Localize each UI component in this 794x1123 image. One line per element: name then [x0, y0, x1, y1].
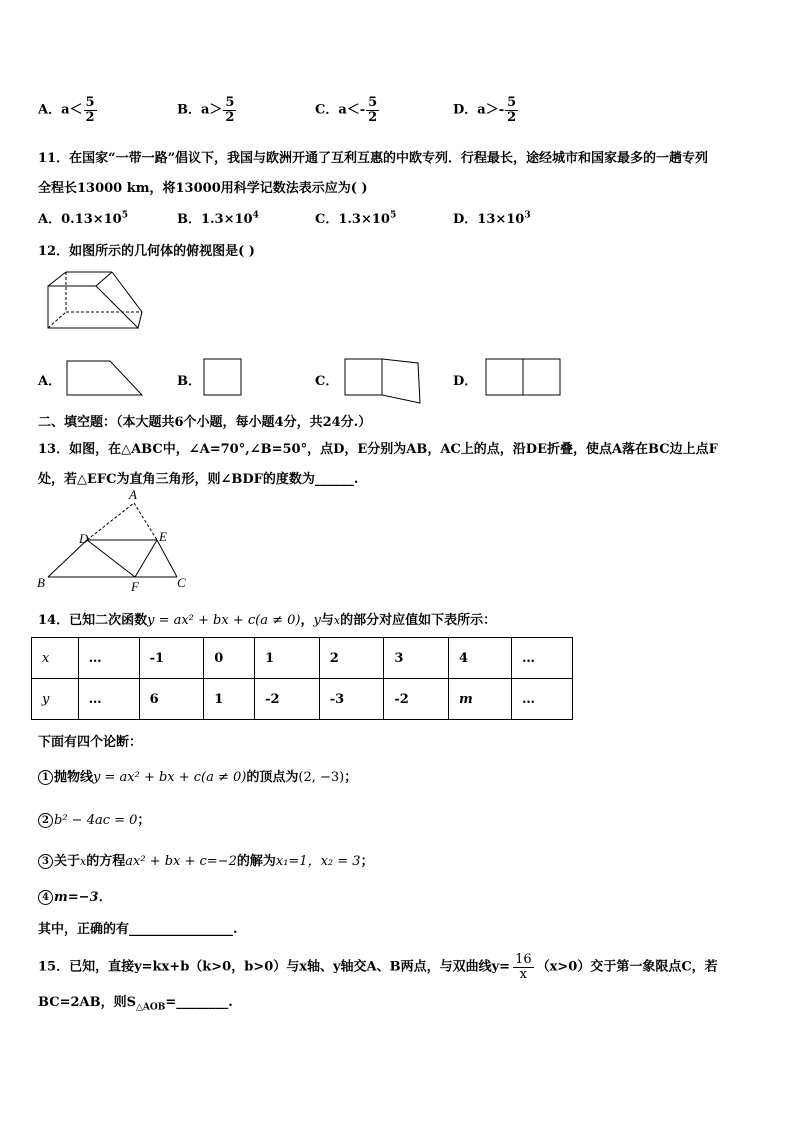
point-label-f: F	[131, 579, 139, 594]
point-label-c: C	[177, 575, 186, 590]
option-text: D．13×10	[453, 212, 525, 227]
q10-option-b	[177, 96, 236, 124]
statement-text: 关于	[54, 854, 81, 869]
table-cell: …	[511, 638, 572, 679]
q10-option-b-label: B．a＞	[177, 102, 223, 118]
math-expression: y = ax² + bx + c(a ≠ 0)	[93, 770, 247, 785]
math-expression: b² − 4ac = 0	[54, 813, 138, 828]
square-shape	[204, 359, 241, 395]
math-expression: x₁=1，	[275, 854, 321, 869]
figure-edge	[96, 272, 112, 286]
q12-option-a-label: A．	[38, 374, 62, 389]
statement-text: 的顶点为	[246, 770, 299, 785]
numerator: 16	[515, 952, 532, 967]
q12-solid-figure	[46, 268, 146, 340]
q15-line1	[38, 953, 718, 981]
point-label-b: B	[37, 575, 45, 590]
q14-statement-3	[38, 850, 374, 869]
circled-number: 1	[38, 770, 53, 785]
q14-statement-1	[38, 766, 357, 785]
math-expression: m=−3．	[54, 890, 112, 905]
statement-text: 的方程	[86, 854, 126, 869]
table-cell: -2	[384, 679, 449, 720]
statement-text: ；	[344, 770, 358, 785]
math-variable: x	[333, 614, 341, 627]
math-variable: y	[313, 613, 321, 628]
math-expression: x₂ = 3	[320, 854, 361, 869]
q13-triangle-figure	[34, 488, 194, 592]
circled-number: 2	[38, 813, 53, 828]
q15-line2	[38, 991, 233, 1013]
figure-hidden-edge	[48, 312, 66, 328]
fraction	[84, 96, 97, 124]
option-text: C．1.3×10	[315, 212, 390, 227]
exponent: 5	[121, 210, 128, 221]
circled-number: 3	[38, 854, 53, 869]
denominator: 2	[507, 109, 517, 125]
exponent: 3	[524, 210, 531, 221]
table-cell: 1	[255, 638, 320, 679]
segment-ae-dashed	[134, 503, 157, 540]
q12-option-c-label: C．	[315, 374, 339, 389]
exponent: 5	[389, 210, 397, 221]
q12-option-a-figure	[66, 359, 146, 399]
q12-option-b-figure	[203, 358, 243, 398]
q14-statement-2	[38, 809, 150, 828]
exponent: 4	[252, 210, 259, 221]
stem-text: 与	[320, 613, 334, 628]
figure-front-face	[48, 286, 138, 328]
stem-text: =________.	[165, 995, 233, 1010]
q10-option-a-label: A．a＜	[38, 102, 83, 118]
q13-line2: 处，若△EFC为直角三角形，则∠BDF的度数为______.	[38, 472, 359, 487]
q14-intro: 下面有四个论断：	[38, 735, 143, 750]
point-label-d: D	[79, 531, 89, 546]
q11-line1: 11．在国家“一带一路”倡议下，我国与欧洲开通了互利互惠的中欧专列．行程最长，途经城市和国家最多的一趟专列	[38, 151, 709, 166]
table-cell: …	[78, 638, 139, 679]
q10-option-a	[38, 96, 97, 124]
segment-da-dashed	[87, 503, 134, 540]
statement-text: ；	[360, 854, 374, 869]
statement-text: 抛物线	[54, 770, 94, 785]
stem-text: BC=2AB，则S	[38, 995, 136, 1010]
numerator: 5	[368, 95, 378, 110]
table-cell: -3	[319, 679, 384, 720]
fraction	[223, 96, 236, 124]
q12-option-d-label: D．	[453, 374, 478, 389]
table-cell: 2	[319, 638, 384, 679]
figure-edge	[138, 312, 142, 328]
circled-number: 4	[38, 890, 53, 905]
math-expression: (2, −3)	[298, 770, 345, 785]
figure-edge	[48, 272, 66, 286]
q14-value-table	[31, 637, 573, 720]
segment-ec	[157, 540, 177, 577]
q12-option-b-label: B．	[177, 374, 201, 389]
q11-option-d	[453, 208, 531, 227]
table-cell: y	[32, 679, 79, 720]
trapezoid-shape	[67, 361, 142, 395]
table-cell: …	[511, 679, 572, 720]
q12-stem: 12．如图所示的几何体的俯视图是( )	[38, 244, 255, 259]
q14-answer-line: 其中，正确的有________________.	[38, 922, 238, 937]
section-heading: 二、填空题：（本大题共6个小题，每小题4分，共24分.）	[38, 415, 372, 430]
table-cell: x	[32, 638, 79, 679]
option-text: A．0.13×10	[38, 212, 122, 227]
numerator: 5	[507, 95, 517, 110]
segment-ef	[135, 540, 157, 577]
math-variable: x	[80, 855, 87, 868]
math-expression: ax² + bx + c=−2	[125, 854, 237, 869]
q11-option-c	[315, 208, 396, 227]
q10-option-d-label: D．a＞-	[453, 102, 505, 118]
q14-stem	[38, 609, 496, 628]
square-shape	[486, 359, 523, 395]
denominator: x	[519, 966, 528, 982]
fraction	[513, 953, 534, 981]
statement-text: 的解为	[236, 854, 276, 869]
table-cell: 6	[139, 679, 204, 720]
fraction	[505, 96, 518, 124]
denominator: 2	[225, 109, 235, 125]
statement-text: ；	[137, 813, 151, 828]
table-cell: …	[78, 679, 139, 720]
table-row	[32, 638, 573, 679]
q11-option-b	[177, 208, 259, 227]
table-row	[32, 679, 573, 720]
numerator: 5	[225, 95, 235, 110]
table-cell: 3	[384, 638, 449, 679]
numerator: 5	[85, 95, 95, 110]
table-cell: m	[449, 679, 512, 720]
q10-option-c	[315, 96, 379, 124]
q10-option-c-label: C．a＜-	[315, 102, 366, 118]
q13-line1: 13．如图，在△ABC中，∠A=70°,∠B=50°，点D，E分别为AB，AC上的点，沿DE折叠，使点A落在BC边上点F	[38, 442, 718, 457]
subscript: △AOB	[135, 1002, 166, 1013]
stem-text: （x>0）交于第一象限点C，若	[536, 959, 718, 975]
stem-text: 的部分对应值如下表所示：	[340, 613, 497, 628]
math-expression: y = ax² + bx + c(a ≠ 0)	[147, 613, 301, 628]
table-cell: 0	[204, 638, 255, 679]
q10-option-d	[453, 96, 518, 124]
point-label-a: A	[129, 487, 137, 502]
table-cell: -1	[139, 638, 204, 679]
stem-text: ，	[300, 613, 314, 628]
point-label-e: E	[159, 529, 167, 544]
denominator: 2	[368, 109, 378, 125]
skewed-square-shape	[382, 359, 420, 403]
segment-df	[87, 540, 135, 577]
fraction	[366, 96, 379, 124]
q11-option-a	[38, 208, 128, 227]
option-text: B．1.3×10	[177, 212, 253, 227]
square-shape	[523, 359, 560, 395]
denominator: 2	[85, 109, 95, 125]
table-cell: 1	[204, 679, 255, 720]
stem-text: 14．已知二次函数	[38, 613, 148, 628]
q12-option-d-figure	[485, 358, 565, 398]
stem-text: 15．已知，直接y=kx+b（k>0，b>0）与x轴、y轴交A、B两点，与双曲线y=	[38, 959, 511, 975]
table-cell: -2	[255, 679, 320, 720]
q14-statement-4	[38, 886, 112, 905]
table-cell: 4	[449, 638, 512, 679]
square-shape	[345, 359, 382, 395]
q11-line2: 全程长13000 km，将13000用科学记数法表示应为( )	[38, 181, 368, 196]
q12-option-c-figure	[344, 357, 424, 405]
